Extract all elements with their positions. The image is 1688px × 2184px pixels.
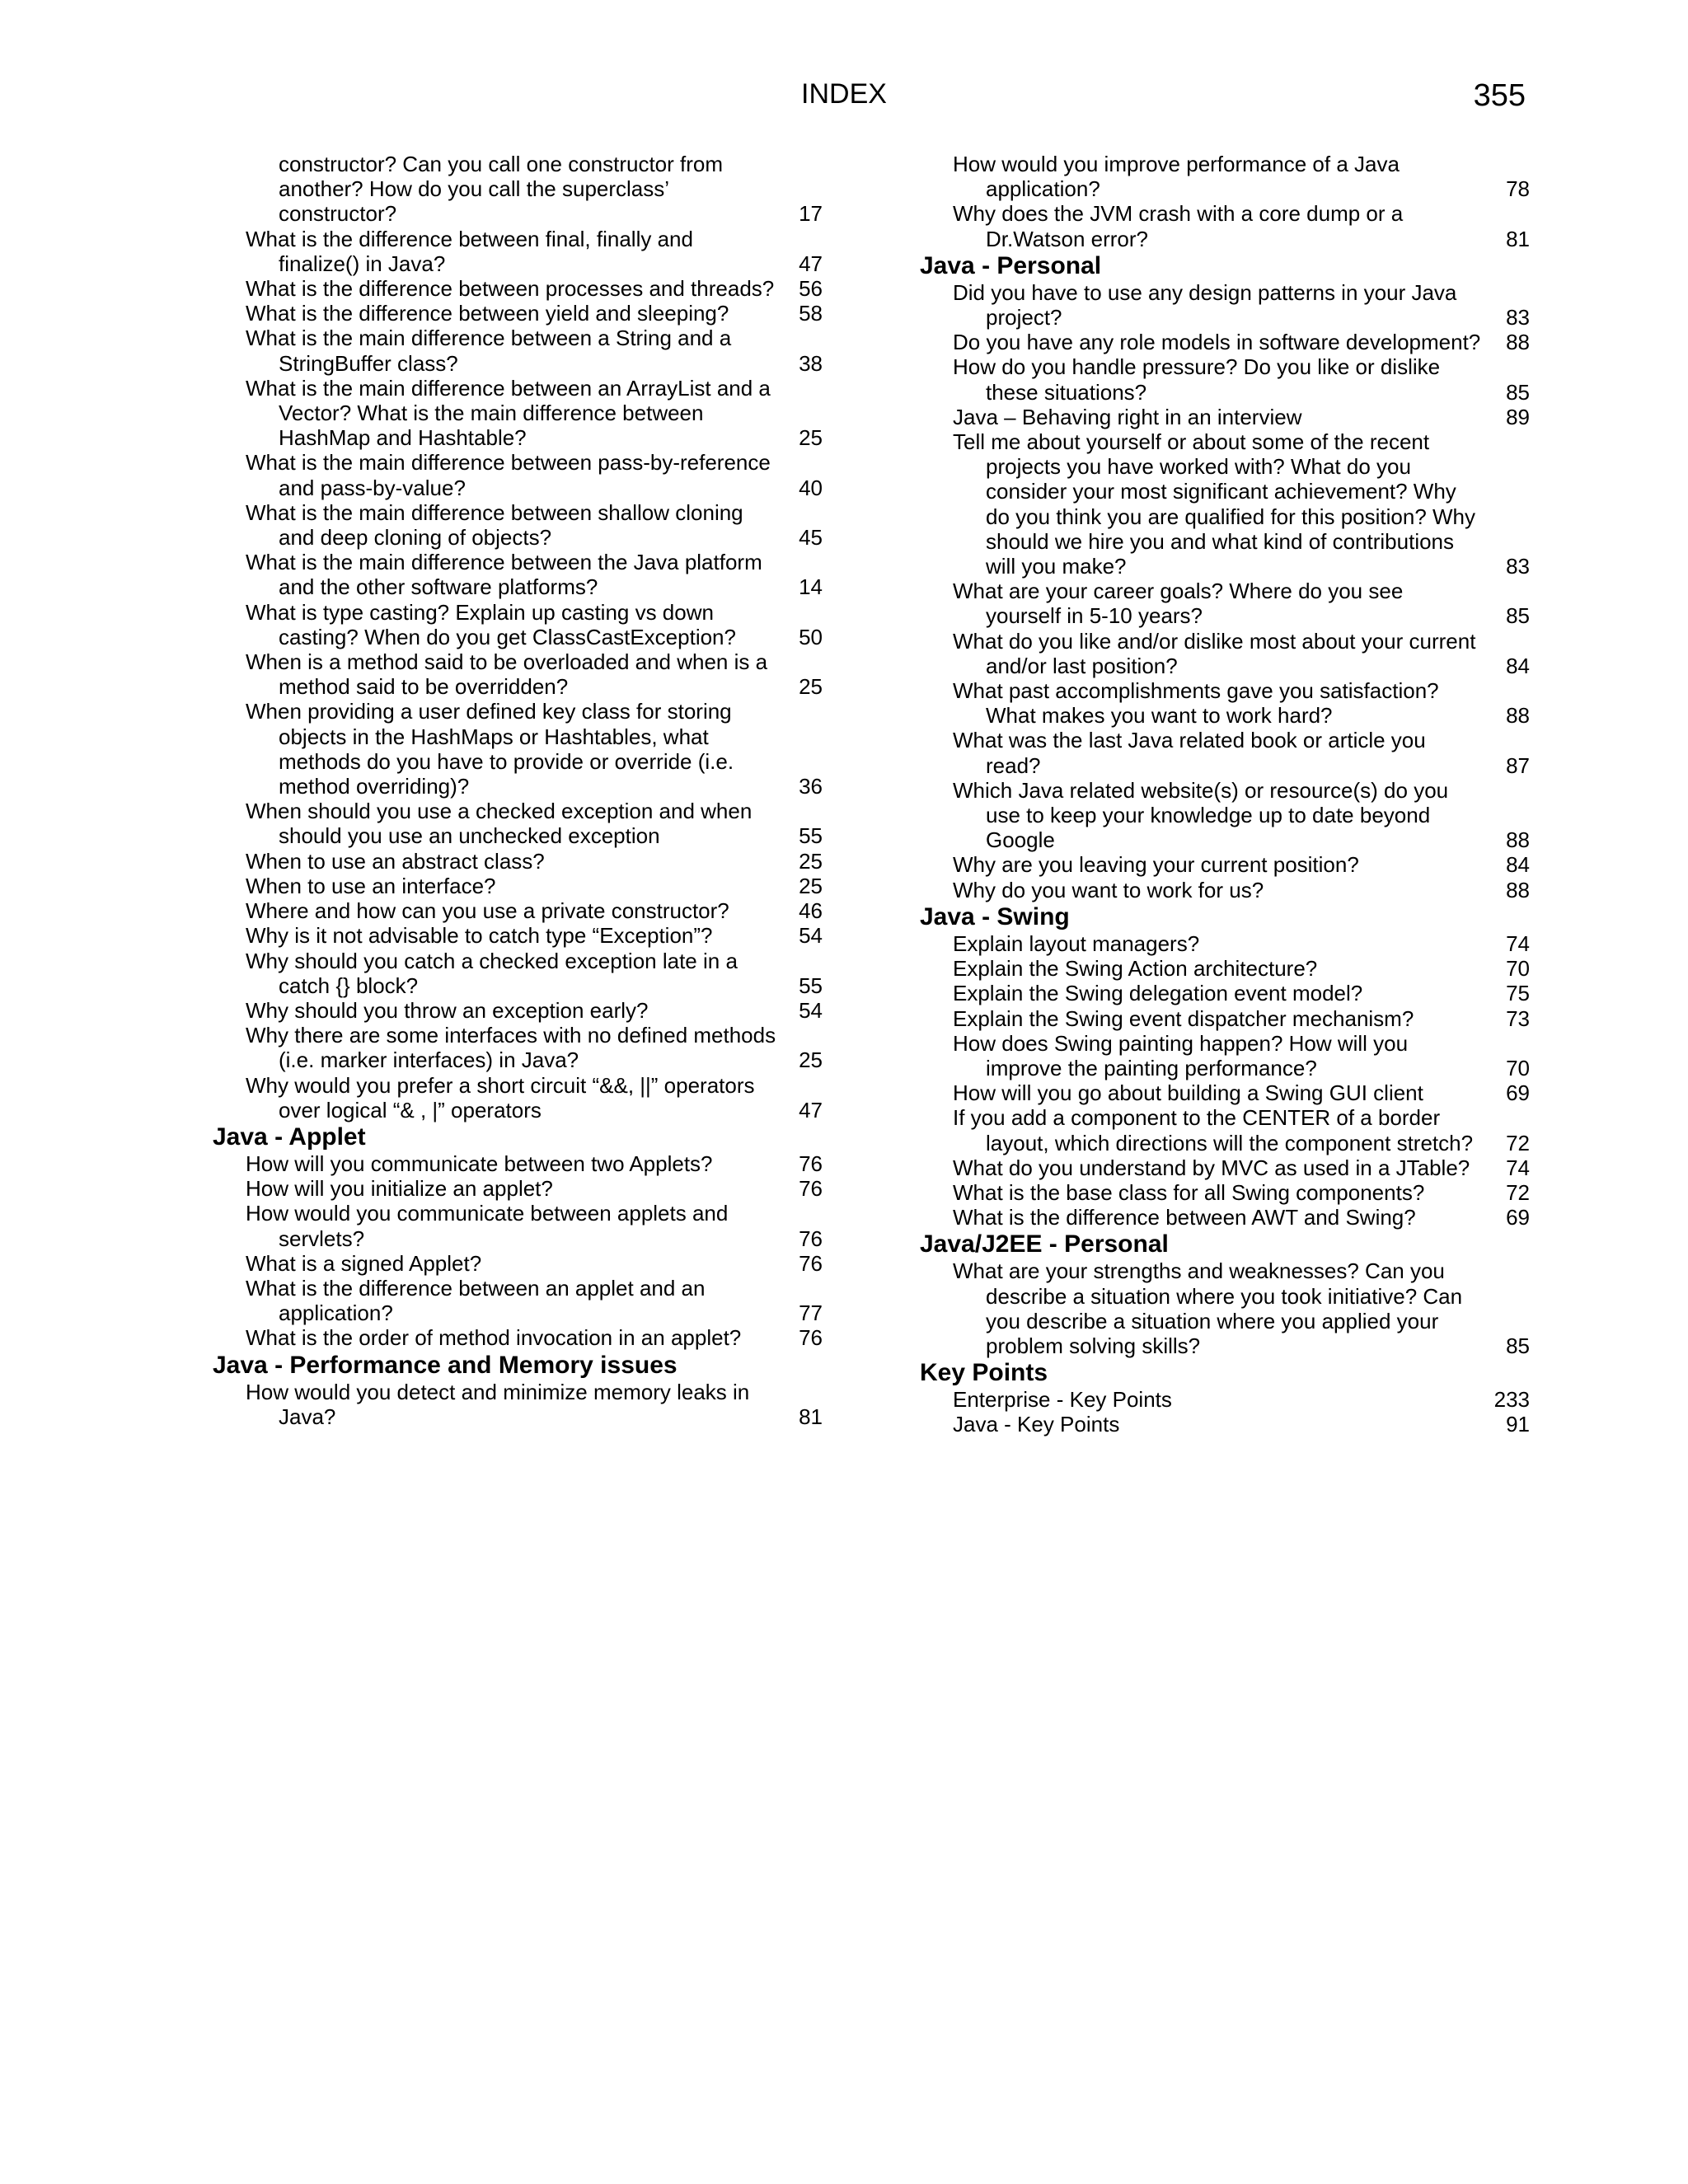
index-entry — [213, 923, 823, 948]
index-entry-page-number: 76 — [799, 1151, 823, 1176]
index-entry — [213, 1023, 823, 1072]
index-entry-page-number: 25 — [799, 873, 823, 898]
index-entry-page-number: 69 — [1506, 1080, 1530, 1106]
index-entry — [920, 1180, 1530, 1205]
index-entry-text: How would you detect and minimize memory leaks in Java? — [246, 1379, 750, 1429]
index-entry-text: Tell me about yourself or about some of the recent projects you have worked with? What do you consider your most significant achievement? Why do you think you are qualified for this position? Why should we hire you and what kind of contributions will you make? — [953, 429, 1476, 579]
index-entry — [920, 931, 1530, 956]
index-entry-page-number: 45 — [799, 525, 823, 551]
index-entry — [213, 227, 823, 276]
index-entry-page-number: 76 — [799, 1250, 823, 1276]
index-entry — [920, 878, 1530, 902]
index-entry — [213, 1380, 823, 1429]
index-entry-text: How do you handle pressure? Do you like or dislike these situations? — [953, 354, 1441, 405]
index-entry-text: Java - Key Points — [953, 1412, 1120, 1437]
index-entry-page-number: 14 — [799, 574, 823, 600]
index-entry-page-number: 69 — [1506, 1205, 1530, 1230]
index-entry-text: Explain the Swing delegation event model? — [953, 981, 1363, 1006]
index-entry — [920, 1387, 1530, 1412]
index-entry-page-number: 85 — [1506, 603, 1530, 629]
index-entry-page-number: 58 — [799, 301, 823, 326]
index-section-heading: Key Points — [920, 1359, 1048, 1387]
index-entry — [920, 1105, 1530, 1155]
index-entry-page-number: 91 — [1506, 1412, 1530, 1437]
index-entry — [920, 1006, 1530, 1031]
index-entry-page-number: 70 — [1506, 956, 1530, 982]
index-entry — [213, 1276, 823, 1325]
index-entry-text: Why there are some interfaces with no defined methods (i.e. marker interfaces) in Java? — [246, 1023, 776, 1073]
index-entry-text: How does Swing painting happen? How will you improve the painting performance? — [953, 1030, 1409, 1080]
index-entry-page-number: 78 — [1506, 176, 1530, 202]
index-entry — [920, 981, 1530, 1005]
index-entry — [920, 852, 1530, 877]
index-section-heading: Java/J2EE - Personal — [920, 1230, 1169, 1258]
index-entry-page-number: 54 — [799, 997, 823, 1023]
index-entry — [213, 699, 823, 799]
index-entry — [920, 1412, 1530, 1436]
index-section-heading: Java - Applet — [213, 1122, 366, 1151]
index-entry — [213, 898, 823, 923]
index-entry-text: How will you communicate between two Applets? — [246, 1151, 713, 1176]
index-entry-page-number: 76 — [799, 1176, 823, 1202]
index-entry — [213, 1176, 823, 1201]
index-entry-text: What is the difference between AWT and Swing? — [953, 1205, 1416, 1230]
index-entry-page-number: 38 — [799, 350, 823, 376]
index-entry — [213, 949, 823, 998]
index-entry-page-number: 75 — [1506, 981, 1530, 1006]
index-entry-text: What is the order of method invocation in an applet? — [246, 1325, 742, 1351]
index-entry — [213, 649, 823, 699]
index-entry-page-number: 83 — [1506, 554, 1530, 579]
index-entry-page-number: 81 — [1506, 226, 1530, 251]
index-entry-text: Java – Behaving right in an interview — [953, 404, 1302, 429]
index-entry — [213, 1325, 823, 1350]
index-entry-text: What do you like and/or dislike most about your current and/or last position? — [953, 628, 1476, 678]
index-entry-page-number: 47 — [799, 1097, 823, 1122]
index-entry — [213, 276, 823, 301]
index-entry — [920, 354, 1530, 404]
index-entry-page-number: 36 — [799, 774, 823, 799]
index-entry-page-number: 25 — [799, 848, 823, 874]
page-title: INDEX — [801, 78, 887, 110]
index-entry-text: What was the last Java related book or article you read? — [953, 728, 1426, 778]
index-entry-page-number: 76 — [799, 1226, 823, 1251]
index-entry-text: Which Java related website(s) or resource(s) do you use to keep your knowledge up to date beyond Google — [953, 777, 1449, 853]
index-entry — [920, 1258, 1530, 1358]
index-entry — [213, 376, 823, 451]
index-entry-text: How will you initialize an applet? — [246, 1176, 553, 1202]
index-entry — [920, 1080, 1530, 1105]
index-entry — [920, 1205, 1530, 1230]
index-entry-page-number: 88 — [1506, 330, 1530, 355]
index-entry-page-number: 87 — [1506, 752, 1530, 778]
index-entry-text: How would you communicate between applets and servlets? — [246, 1201, 729, 1251]
index-section-heading: Java - Performance and Memory issues — [213, 1351, 678, 1379]
index-entry — [920, 152, 1530, 201]
page-number: 355 — [1473, 78, 1526, 113]
index-entry-text: Why are you leaving your current position? — [953, 852, 1359, 878]
index-entry-text: What is the main difference between an ArrayList and a Vector? What is the main difference between HashMap and Hashtable? — [246, 375, 771, 451]
index-entry-page-number: 89 — [1506, 404, 1530, 429]
index-entry-page-number: 74 — [1506, 1155, 1530, 1180]
index-entry — [920, 629, 1530, 678]
index-entry — [920, 1155, 1530, 1180]
index-entry-text: What is the main difference between the Java platform and the other software platforms? — [246, 550, 762, 600]
index-entry-text: When to use an abstract class? — [246, 848, 545, 874]
index-entry-text: When should you use a checked exception and when should you use an unchecked exception — [246, 799, 753, 849]
index-entry-text: What is a signed Applet? — [246, 1250, 482, 1276]
index-entry-page-number: 77 — [799, 1301, 823, 1326]
index-entry-text: Explain the Swing event dispatcher mechanism? — [953, 1005, 1414, 1031]
index-entry-text: If you add a component to the CENTER of a border layout, which directions will the component stretch? — [953, 1105, 1474, 1155]
index-entry — [920, 201, 1530, 251]
index-entry — [213, 600, 823, 649]
index-entry-page-number: 25 — [799, 425, 823, 451]
index-entry-page-number: 88 — [1506, 877, 1530, 902]
index-entry — [213, 152, 823, 227]
index-entry-page-number: 55 — [799, 823, 823, 849]
index-entry-text: When is a method said to be overloaded and when is a method said to be overridden? — [246, 649, 768, 700]
index-entry-text: What is the difference between final, finally and finalize() in Java? — [246, 226, 693, 276]
index-entry — [920, 728, 1530, 777]
index-entry-page-number: 70 — [1506, 1055, 1530, 1080]
index-entry-text: Explain the Swing Action architecture? — [953, 956, 1318, 982]
index-entry-text: When to use an interface? — [246, 873, 496, 898]
index-entry-page-number: 84 — [1506, 653, 1530, 678]
index-entry-page-number: 55 — [799, 972, 823, 998]
index-entry-text: How would you improve performance of a Java application? — [953, 152, 1400, 202]
index-entry-text: What do you understand by MVC as used in a JTable? — [953, 1155, 1470, 1180]
index-entry-text: What is the main difference between a String and a StringBuffer class? — [246, 326, 732, 376]
index-entry-page-number: 40 — [799, 475, 823, 500]
index-entry — [920, 429, 1530, 579]
index-entry-text: What is the difference between yield and sleeping? — [246, 301, 729, 326]
index-entry-text: What is the main difference between shallow cloning and deep cloning of objects? — [246, 499, 743, 551]
index-entry-text: What are your strengths and weaknesses? Can you describe a situation where you took initiative? Can you describe a situation where you applied your problem solving skills? — [953, 1258, 1463, 1358]
index-entry-page-number: 17 — [799, 201, 823, 227]
index-entry-page-number: 76 — [799, 1325, 823, 1351]
index-entry-text: Do you have any role models in software development? — [953, 330, 1481, 355]
index-entry — [213, 1251, 823, 1276]
index-entry — [213, 849, 823, 874]
index-entry-text: What is type casting? Explain up casting vs down casting? When do you get ClassCastException? — [246, 599, 736, 649]
index-entry-page-number: 85 — [1506, 1333, 1530, 1358]
index-entry-text: When providing a user defined key class for storing objects in the HashMaps or Hashtables, what methods do you have to provide or override (i.e. method overriding)? — [246, 699, 734, 799]
index-entry-text: What is the base class for all Swing components? — [953, 1179, 1425, 1205]
index-entry — [213, 1073, 823, 1122]
index-section-heading: Java - Personal — [920, 251, 1102, 279]
index-entry-page-number: 74 — [1506, 930, 1530, 956]
index-entry-page-number: 81 — [799, 1404, 823, 1429]
index-section-heading: Java - Swing — [920, 902, 1070, 930]
index-entry-text: Why should you throw an exception early? — [246, 997, 649, 1023]
index-entry-text: Where and how can you use a private constructor? — [246, 898, 729, 924]
index-entry-page-number: 25 — [799, 1047, 823, 1073]
index-entry — [920, 405, 1530, 429]
index-entry — [213, 1201, 823, 1250]
index-entry — [213, 1151, 823, 1176]
index-entry — [920, 678, 1530, 728]
index-entry-text: Why would you prefer a short circuit “&&, ||” operators over logical “& , |” operators — [246, 1072, 755, 1122]
index-entry-page-number: 73 — [1506, 1005, 1530, 1031]
index-entry-page-number: 88 — [1506, 827, 1530, 853]
index-entry-page-number: 54 — [799, 923, 823, 949]
index-entry-text: Did you have to use any design patterns in your Java project? — [953, 279, 1457, 330]
index-entry — [213, 301, 823, 326]
index-entry-text: Explain layout managers? — [953, 930, 1200, 956]
index-entry-page-number: 85 — [1506, 379, 1530, 405]
index-entry-text: What is the main difference between pass-by-reference and pass-by-value? — [246, 450, 771, 500]
index-entry-page-number: 50 — [799, 624, 823, 649]
index-entry — [920, 1031, 1530, 1080]
index-entry-page-number: 84 — [1506, 852, 1530, 878]
index-entry — [213, 550, 823, 599]
index-entry-text: Why do you want to work for us? — [953, 877, 1264, 902]
index-entry — [920, 579, 1530, 628]
index-entry-text: Why should you catch a checked exception late in a catch {} block? — [246, 948, 738, 998]
index-entry — [920, 778, 1530, 853]
index-entry-text: How will you go about building a Swing GUI client — [953, 1080, 1423, 1106]
index-entry-page-number: 233 — [1493, 1387, 1530, 1413]
index-entry-text: constructor? Can you call one constructor from another? How do you call the superclass’ constructor? — [279, 152, 724, 227]
index-entry-page-number: 88 — [1506, 703, 1530, 729]
index-column-right — [920, 152, 1530, 1437]
index-entry-page-number: 47 — [799, 251, 823, 276]
index-column-left — [213, 152, 823, 1429]
index-entry-page-number: 25 — [799, 674, 823, 700]
index-entry-text: What are your career goals? Where do you see yourself in 5-10 years? — [953, 579, 1404, 629]
index-entry — [213, 874, 823, 898]
index-entry — [213, 450, 823, 499]
index-entry — [920, 280, 1530, 330]
index-entry-text: Enterprise - Key Points — [953, 1387, 1172, 1413]
index-entry — [213, 500, 823, 550]
index-entry-page-number: 83 — [1506, 305, 1530, 330]
index-entry-page-number: 46 — [799, 898, 823, 924]
index-entry-text: Why is it not advisable to catch type “Exception”? — [246, 923, 713, 949]
index-entry-page-number: 72 — [1506, 1130, 1530, 1155]
index-entry-page-number: 72 — [1506, 1179, 1530, 1205]
index-entry-text: What past accomplishments gave you satisfaction? What makes you want to work hard? — [953, 678, 1439, 729]
index-entry — [920, 330, 1530, 354]
index-entry — [213, 799, 823, 848]
index-entry-text: What is the difference between processes and threads? — [246, 276, 775, 302]
index-entry-text: Why does the JVM crash with a core dump or a Dr.Watson error? — [953, 201, 1404, 251]
index-entry-text: What is the difference between an applet and an application? — [246, 1275, 706, 1326]
index-entry — [213, 998, 823, 1023]
index-entry — [920, 956, 1530, 981]
index-entry — [213, 326, 823, 375]
index-entry-page-number: 56 — [799, 276, 823, 302]
